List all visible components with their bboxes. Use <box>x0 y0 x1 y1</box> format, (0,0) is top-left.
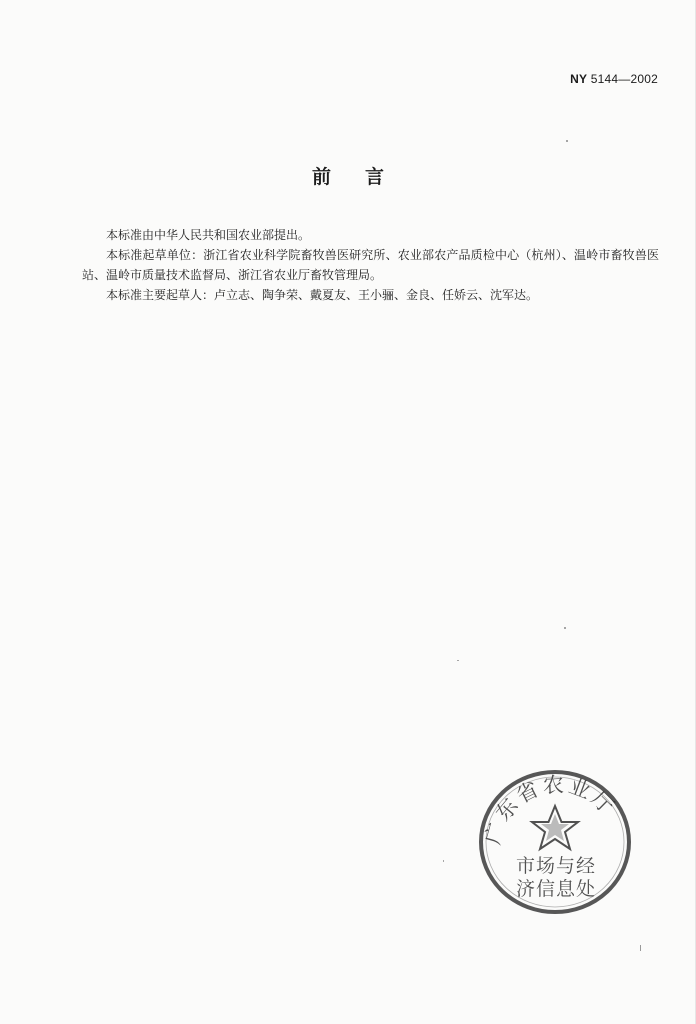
seal-outer-text: 广东省农业厅 <box>480 772 621 848</box>
foreword-body <box>82 225 659 305</box>
standard-code: 5144—2002 <box>590 72 658 86</box>
scan-speck <box>457 660 459 661</box>
scan-speck <box>564 627 566 629</box>
seal-graphic <box>476 768 634 918</box>
seal-inner-line-1: 市场与经 <box>515 855 597 877</box>
seal-star-fill-icon <box>541 814 569 841</box>
standard-number <box>570 72 658 86</box>
seal-inner-line-2: 济信息处 <box>515 878 597 900</box>
paragraph-drafting-units: 本标准起草单位：浙江省农业科学院畜牧兽医研究所、农业部农产品质检中心（杭州）、温岭市畜牧兽医站、温岭市质量技术监督局、浙江省农业厅畜牧管理局。 <box>82 248 659 282</box>
paragraph-drafters: 本标准主要起草人：卢立志、陶争荣、戴夏友、王小骊、金良、任娇云、沈军达。 <box>106 288 539 302</box>
page-title: 前言 <box>311 166 418 188</box>
page-edge-mark <box>640 945 641 951</box>
standard-prefix: NY <box>570 72 588 86</box>
official-seal <box>476 768 634 918</box>
scan-speck <box>443 860 444 862</box>
scan-speck <box>566 140 568 142</box>
paragraph-proposer: 本标准由中华人民共和国农业部提出。 <box>106 228 311 242</box>
